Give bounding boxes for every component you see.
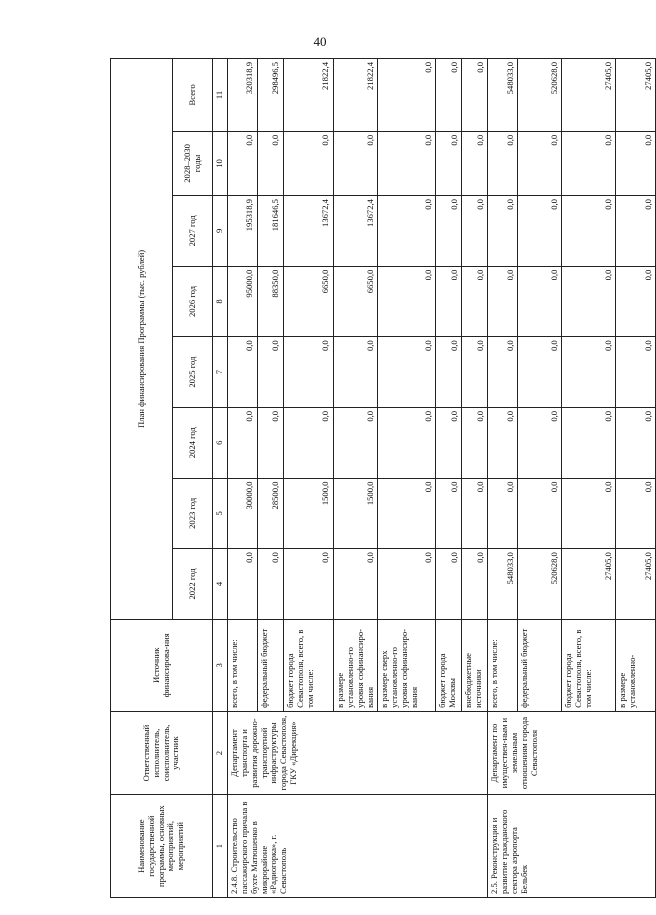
- funding-value: 181646,5: [257, 196, 283, 267]
- activity-name: 2.4.8. Строительство пассажирского причала в бухте Матюшенко в микрорайоне «Радиогорка», г. Севастополь: [227, 795, 488, 898]
- funding-value: 0,0: [283, 549, 333, 620]
- funding-value: 0,0: [518, 337, 562, 408]
- funding-value: 21822,4: [333, 59, 378, 132]
- funding-value: 13672,4: [333, 196, 378, 267]
- funding-value: 0,0: [333, 337, 378, 408]
- financing-table: [110, 58, 656, 898]
- funding-value: 0,0: [436, 549, 462, 620]
- column-index: 3: [213, 619, 228, 711]
- funding-value: 6650,0: [333, 266, 378, 337]
- funding-source: федеральный бюджет: [257, 619, 283, 711]
- funding-source: федеральный бюджет: [518, 619, 562, 711]
- funding-value: 0,0: [462, 337, 488, 408]
- header-year: Всего: [173, 59, 213, 132]
- funding-value: 0,0: [518, 266, 562, 337]
- funding-value: 0,0: [462, 59, 488, 132]
- header-col1: Наименование государственной программы, основных мероприятий, мероприятий: [111, 795, 213, 898]
- funding-value: 28500,0: [257, 478, 283, 549]
- funding-value: 0,0: [616, 407, 656, 478]
- funding-value: 0,0: [462, 131, 488, 195]
- funding-value: 520628,0: [518, 59, 562, 132]
- column-index: 6: [213, 407, 228, 478]
- column-index: 7: [213, 337, 228, 408]
- funding-value: 0,0: [378, 478, 436, 549]
- funding-value: 27405,0: [562, 549, 616, 620]
- funding-value: 0,0: [488, 407, 518, 478]
- funding-value: 0,0: [378, 59, 436, 132]
- funding-value: 0,0: [562, 266, 616, 337]
- column-index: 10: [213, 131, 228, 195]
- column-index: 8: [213, 266, 228, 337]
- funding-value: 548033,0: [488, 59, 518, 132]
- funding-value: 0,0: [462, 478, 488, 549]
- funding-value: 0,0: [562, 478, 616, 549]
- funding-source: бюджет города Севастополя, всего, в том числе:: [562, 619, 616, 711]
- funding-value: 21822,4: [283, 59, 333, 132]
- column-index: 1: [213, 795, 228, 898]
- funding-value: 0,0: [227, 337, 257, 408]
- header-year: 2023 год: [173, 478, 213, 549]
- column-index: 4: [213, 549, 228, 620]
- funding-value: 0,0: [488, 478, 518, 549]
- funding-value: 0,0: [488, 337, 518, 408]
- funding-value: 0,0: [488, 196, 518, 267]
- funding-value: 0,0: [436, 478, 462, 549]
- funding-value: 0,0: [462, 266, 488, 337]
- funding-value: 195318,9: [227, 196, 257, 267]
- funding-value: 27405,0: [616, 549, 656, 620]
- funding-value: 0,0: [283, 131, 333, 195]
- funding-source: всего, в том числе:: [227, 619, 257, 711]
- column-index: 11: [213, 59, 228, 132]
- funding-value: 27405,0: [616, 59, 656, 132]
- funding-value: 0,0: [333, 549, 378, 620]
- funding-value: 13672,4: [283, 196, 333, 267]
- header-year: 2022 год: [173, 549, 213, 620]
- funding-value: 30000,0: [227, 478, 257, 549]
- funding-value: 0,0: [436, 337, 462, 408]
- funding-value: 0,0: [436, 196, 462, 267]
- page-number: 40: [313, 34, 327, 49]
- funding-value: 0,0: [436, 131, 462, 195]
- funding-value: 0,0: [333, 407, 378, 478]
- funding-source: бюджет города Москвы: [436, 619, 462, 711]
- funding-value: 0,0: [378, 266, 436, 337]
- header-year: 2025 год: [173, 337, 213, 408]
- funding-value: 0,0: [257, 407, 283, 478]
- funding-value: 0,0: [518, 407, 562, 478]
- funding-value: 0,0: [227, 131, 257, 195]
- funding-value: 0,0: [283, 407, 333, 478]
- funding-value: 0,0: [462, 549, 488, 620]
- column-index: 9: [213, 196, 228, 267]
- funding-value: 0,0: [378, 407, 436, 478]
- funding-value: 0,0: [378, 131, 436, 195]
- funding-value: 0,0: [436, 59, 462, 132]
- activity-name: 2.5. Реконструкция и развитие гражданского сектора аэропорта Бельбек: [488, 795, 656, 898]
- funding-value: 0,0: [436, 266, 462, 337]
- funding-value: 0,0: [488, 266, 518, 337]
- funding-value: 27405,0: [562, 59, 616, 132]
- funding-value: 0,0: [257, 549, 283, 620]
- funding-value: 0,0: [378, 337, 436, 408]
- funding-value: 0,0: [436, 407, 462, 478]
- funding-value: 0,0: [378, 196, 436, 267]
- funding-value: 1500,0: [283, 478, 333, 549]
- funding-value: 0,0: [227, 549, 257, 620]
- funding-value: 1500,0: [333, 478, 378, 549]
- executor-name: Департамент транспорта и развития дорожно-транспортной инфраструктуры города Севастополя, ГКУ «Дирекция»: [227, 711, 488, 794]
- funding-value: 548033,0: [488, 549, 518, 620]
- funding-value: 520628,0: [518, 549, 562, 620]
- header-col2: Ответственный исполнитель, соисполнитель, участник: [111, 711, 213, 794]
- executor-name: Департамент по имуществен-ным и земельным отношениям города Севастополя: [488, 711, 656, 794]
- funding-value: 298496,5: [257, 59, 283, 132]
- funding-value: 0,0: [562, 337, 616, 408]
- rotated-table-container: [110, 58, 653, 898]
- funding-value: 0,0: [562, 196, 616, 267]
- funding-value: 320318,9: [227, 59, 257, 132]
- funding-source: бюджет города Севастополя, всего, в том числе:: [283, 619, 333, 711]
- funding-value: 0,0: [378, 549, 436, 620]
- funding-source: в размере установленно-го уровня софинансиро-вания: [333, 619, 378, 711]
- header-plan: План финансирования Программы (тыс. рублей): [111, 59, 173, 620]
- table-row: [227, 59, 257, 898]
- funding-value: 88350,0: [257, 266, 283, 337]
- funding-value: 0,0: [518, 478, 562, 549]
- funding-value: 0,0: [616, 478, 656, 549]
- funding-value: 0,0: [488, 131, 518, 195]
- header-year: 2027 год: [173, 196, 213, 267]
- table-row: [488, 59, 518, 898]
- header-year: 2024 год: [173, 407, 213, 478]
- funding-value: 6650,0: [283, 266, 333, 337]
- funding-value: 0,0: [518, 131, 562, 195]
- funding-value: 0,0: [616, 266, 656, 337]
- funding-value: 0,0: [333, 131, 378, 195]
- funding-value: 0,0: [257, 131, 283, 195]
- header-year: 2026 год: [173, 266, 213, 337]
- funding-source: внебюджетные источники: [462, 619, 488, 711]
- funding-value: 0,0: [518, 196, 562, 267]
- funding-source: в размере сверх установленно-го уровня софинансиро-вания: [378, 619, 436, 711]
- funding-value: 0,0: [616, 337, 656, 408]
- funding-value: 0,0: [227, 407, 257, 478]
- funding-value: 0,0: [616, 196, 656, 267]
- header-col3: Источник финансирова-ния: [111, 619, 213, 711]
- header-year: 2028–2030 годы: [173, 131, 213, 195]
- funding-value: 0,0: [257, 337, 283, 408]
- funding-value: 0,0: [562, 407, 616, 478]
- funding-value: 0,0: [283, 337, 333, 408]
- funding-value: 0,0: [462, 407, 488, 478]
- funding-value: 95000,0: [227, 266, 257, 337]
- column-index: 2: [213, 711, 228, 794]
- funding-source: всего, в том числе:: [488, 619, 518, 711]
- funding-value: 0,0: [462, 196, 488, 267]
- funding-source: в размере установленно-: [616, 619, 656, 711]
- column-index: 5: [213, 478, 228, 549]
- funding-value: 0,0: [562, 131, 616, 195]
- funding-value: 0,0: [616, 131, 656, 195]
